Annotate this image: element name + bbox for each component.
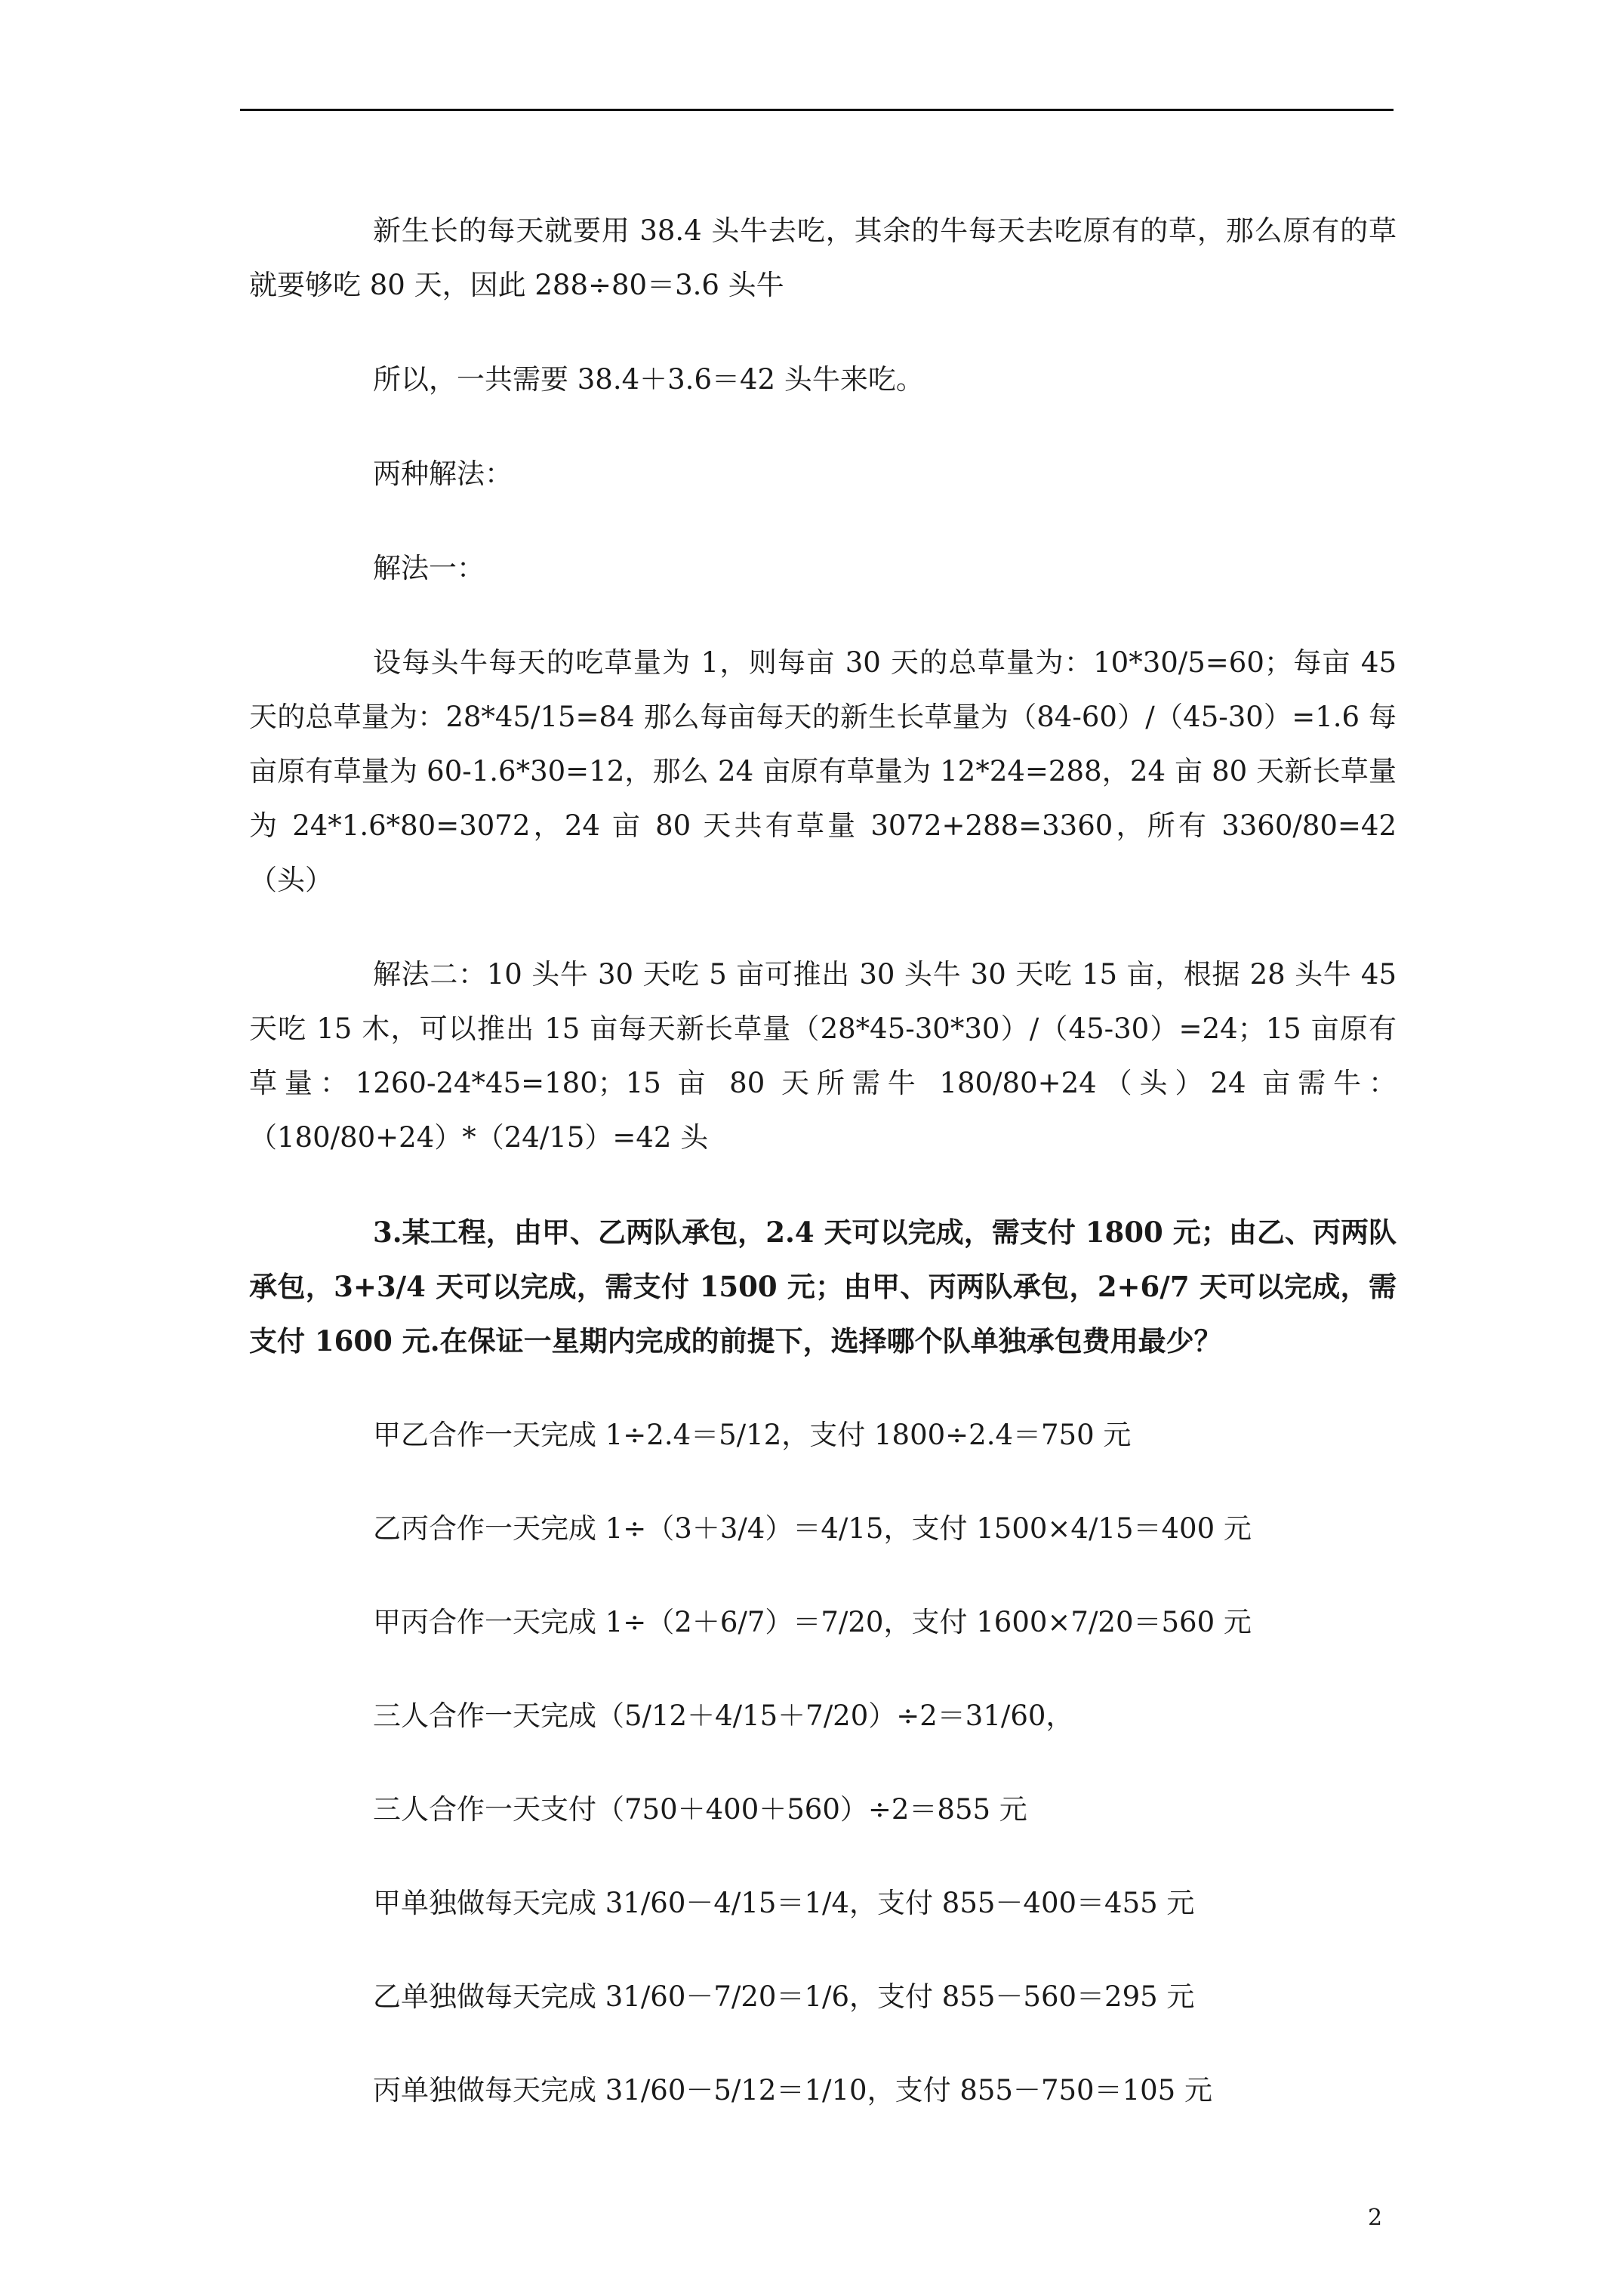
page-number: 2 <box>1368 2205 1383 2231</box>
solution-line-5: 三人合作一天支付（750＋400＋560）÷2＝855 元 <box>373 1793 1027 1826</box>
solution-line-4: 三人合作一天完成（5/12＋4/15＋7/20）÷2＝31/60， <box>373 1700 1074 1732</box>
header-rule <box>240 109 1394 111</box>
solution-line-2: 乙丙合作一天完成 1÷（3＋3/4）＝4/15，支付 1500×4/15＝400 元 <box>373 1512 1252 1545</box>
solution-line-3: 甲丙合作一天完成 1÷（2＋6/7）＝7/20，支付 1600×7/20＝560 元 <box>373 1606 1252 1638</box>
solution-line-1: 甲乙合作一天完成 1÷2.4＝5/12，支付 1800÷2.4＝750 元 <box>373 1419 1132 1451</box>
paragraph-two-methods: 两种解法： <box>373 458 513 490</box>
solution-line-8: 丙单独做每天完成 31/60－5/12＝1/10，支付 855－750＝105 元 <box>373 2074 1212 2106</box>
paragraph-problem-3: 3.某工程，由甲、乙两队承包，2.4 天可以完成，需支付 1800 元；由乙、丙两队承包，3+3/4 天可以完成，需支付 1500 元；由甲、丙两队承包，2+6/7 天可以完成，需支付 1600 元.在保证一星期内完成的前提下，选择哪个队单独承包费用最少？ <box>249 1216 1397 1358</box>
paragraph-method-two: 解法二：10 头牛 30 天吃 5 亩可推出 30 头牛 30 天吃 15 亩，根据 28 头牛 45 天吃 15 木，可以推出 15 亩每天新长草量（28*45-30*30）/（45-30）=24；15 亩原有草量：1260-24*45=180；15 亩 80 天所需牛 180/80+24（头）24 亩需牛：（180/80+24）*（24/15）=42 头 <box>249 958 1397 1154</box>
paragraph-method-one: 设每头牛每天的吃草量为 1，则每亩 30 天的总草量为：10*30/5=60；每亩 45 天的总草量为：28*45/15=84 那么每亩每天的新生长草量为（84-60）/（45-30）=1.6 每亩原有草量为 60-1.6*30=12，那么 24 亩原有草量为 12*24=288，24 亩 80 天新长草量为 24*1.6*80=3072，24 亩 80 天共有草量 3072+288=3360，所有 3360/80=42（头） <box>249 646 1397 896</box>
document-body <box>249 204 1397 2157</box>
solution-line-7: 乙单独做每天完成 31/60－7/20＝1/6，支付 855－560＝295 元 <box>373 1980 1195 2013</box>
solution-line-6: 甲单独做每天完成 31/60－4/15＝1/4，支付 855－400＝455 元 <box>373 1887 1195 1919</box>
paragraph-method-one-heading: 解法一： <box>373 552 485 584</box>
paragraph-cattle-grass-explanation: 新生长的每天就要用 38.4 头牛去吃，其余的牛每天去吃原有的草，那么原有的草就要够吃 80 天，因此 288÷80＝3.6 头牛 <box>249 214 1397 301</box>
paragraph-total-cattle: 所以，一共需要 38.4＋3.6＝42 头牛来吃。 <box>373 363 924 396</box>
